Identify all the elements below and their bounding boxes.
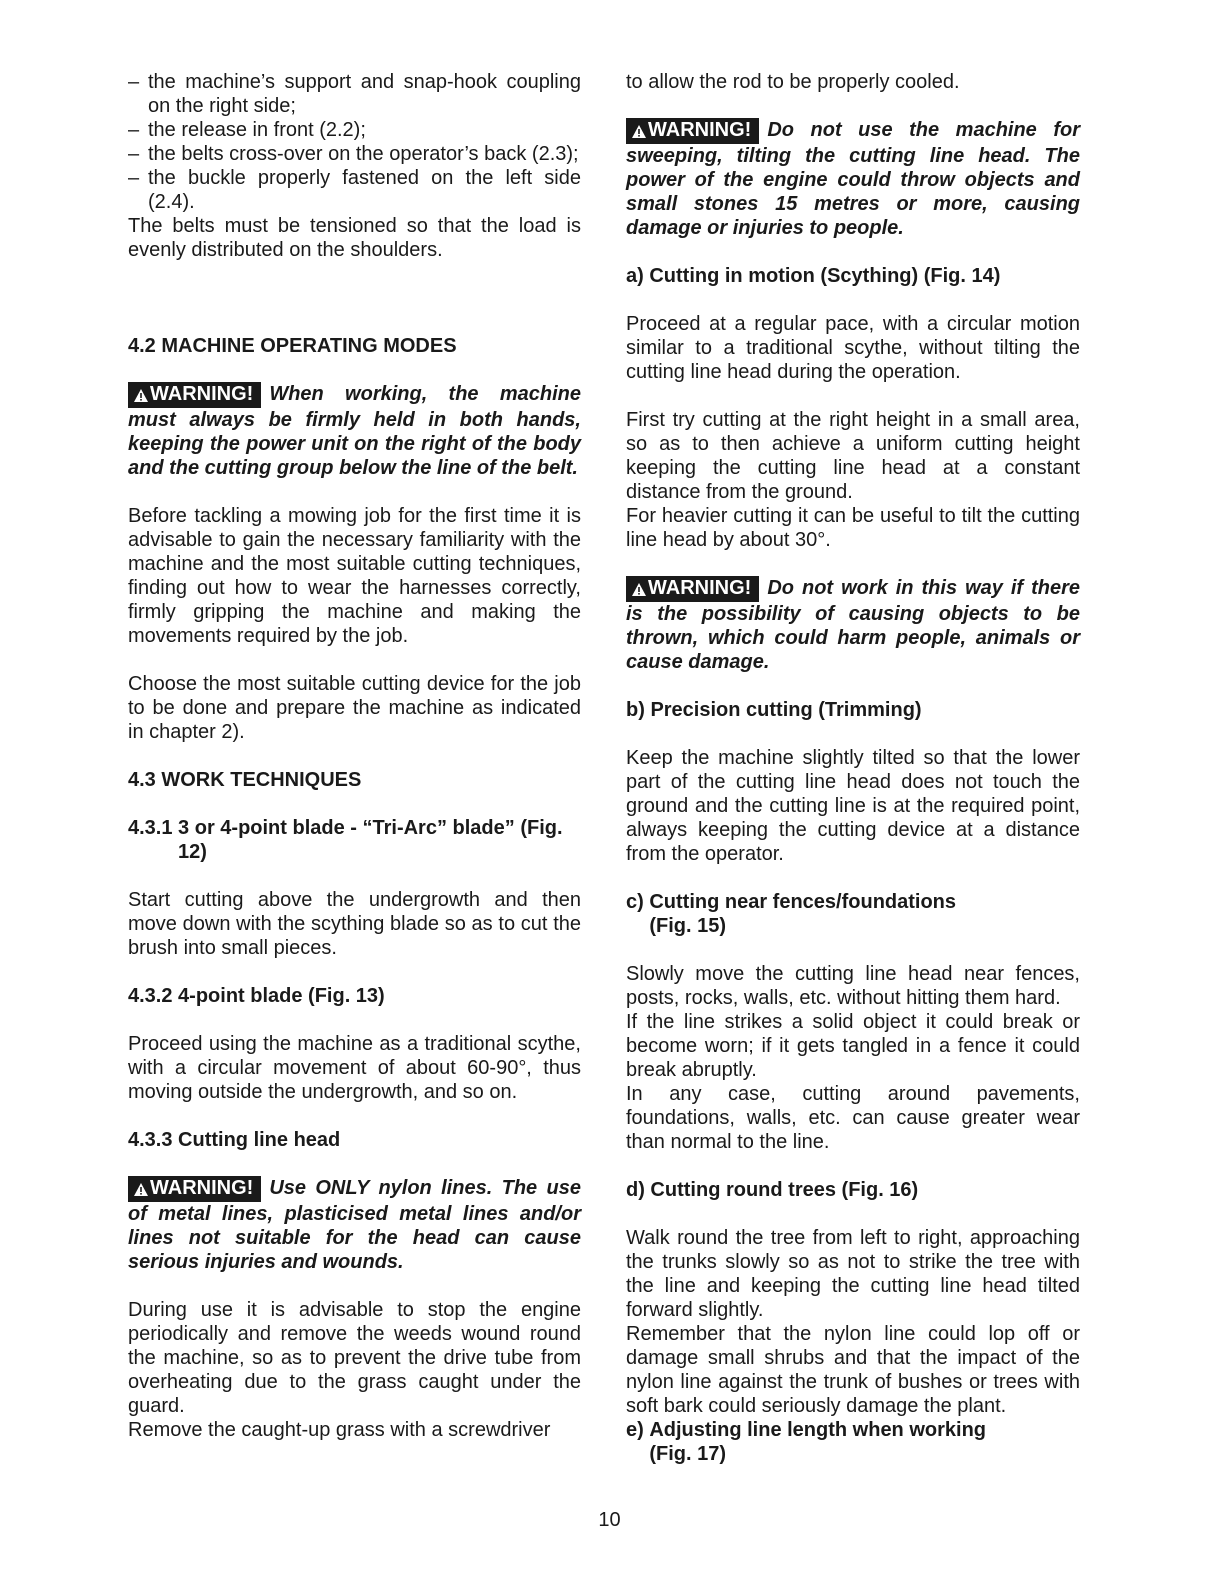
paragraph: During use it is advisable to stop the engine periodically and remove the weeds wound round the machine, so as to prevent the drive tube from overheating due to the grass caught under the guard. <box>128 1299 581 1417</box>
warning-block: WARNING! Do not use the machine for sweeping, tilting the cutting line head. The power of the engine could throw objects and small stones 15 metres or more, causing damage or injuries to people. <box>626 119 1080 239</box>
paragraph: Before tackling a mowing job for the first time it is advisable to gain the necessary familiarity with the machine and the most suitable cutting techniques, finding out how to wear the harnesses correctly, firmly gripping the machine and making the movements required by the job. <box>128 505 581 647</box>
section-heading-4-3-1: 4.3.1 3 or 4-point blade - “Tri-Arc” blade” (Fig. 12) <box>128 817 563 863</box>
warning-triangle-icon <box>632 120 648 144</box>
warning-badge: WARNING! <box>128 382 261 408</box>
list-item: – the release in front (2.2); <box>128 119 366 141</box>
paragraph: Slowly move the cutting line head near fences, posts, rocks, walls, etc. without hitting them hard. <box>626 963 1080 1009</box>
warning-triangle-icon <box>632 578 648 602</box>
list-item: – the buckle properly fastened on the left side (2.4). <box>128 167 581 213</box>
paragraph: For heavier cutting it can be useful to tilt the cutting line head by about 30°. <box>626 505 1080 551</box>
subheading-c: c) Cutting near fences/foundations (Fig. 15) <box>626 891 957 937</box>
warning-block: WARNING! Do not work in this way if there is the possibility of causing objects to be thrown, which could harm people, animals or cause damage. <box>626 577 1080 673</box>
subheading-e: e) Adjusting line length when working (Fig. 17) <box>626 1419 987 1465</box>
paragraph: If the line strikes a solid object it could break or become worn; if it gets tangled in a fence it could break abruptly. <box>626 1011 1080 1081</box>
subheading-d: d) Cutting round trees (Fig. 16) <box>626 1179 919 1201</box>
subheading-a: a) Cutting in motion (Scything) (Fig. 14) <box>626 265 1001 287</box>
left-column <box>128 70 581 1442</box>
warning-badge: WARNING! <box>626 576 759 602</box>
paragraph: Walk round the tree from left to right, approaching the trunks slowly so as not to strike the tree with the line and keeping the cutting line head tilted forward slightly. <box>626 1227 1080 1321</box>
paragraph: Proceed at a regular pace, with a circular motion similar to a traditional scythe, without tilting the cutting line head during the operation. <box>626 313 1080 383</box>
paragraph: Remove the caught-up grass with a screwdriver <box>128 1419 551 1441</box>
paragraph: Proceed using the machine as a traditional scythe, with a circular movement of about 60-90°, thus moving outside the undergrowth, and so on. <box>128 1033 581 1103</box>
list-item: – the belts cross-over on the operator’s back (2.3); <box>128 143 579 165</box>
warning-badge: WARNING! <box>128 1176 261 1202</box>
warning-block: WARNING! Use ONLY nylon lines. The use of metal lines, plasticised metal lines and/or lines not suitable for the head can cause serious injuries and wounds. <box>128 1177 581 1273</box>
section-heading-4-3-2: 4.3.2 4-point blade (Fig. 13) <box>128 985 385 1007</box>
page-number: 10 <box>598 1509 621 1531</box>
right-column <box>626 70 1080 1466</box>
subheading-b: b) Precision cutting (Trimming) <box>626 699 922 721</box>
warning-triangle-icon <box>134 1178 150 1202</box>
paragraph: to allow the rod to be properly cooled. <box>626 71 960 93</box>
warning-block: WARNING! When working, the machine must always be firmly held in both hands, keeping the power unit on the right of the body and the cutting group below the line of the belt. <box>128 383 581 479</box>
section-heading-4-2: 4.2 MACHINE OPERATING MODES <box>128 335 457 357</box>
warning-triangle-icon <box>134 384 150 408</box>
section-heading-4-3: 4.3 WORK TECHNIQUES <box>128 769 362 791</box>
paragraph: First try cutting at the right height in a small area, so as to then achieve a uniform cutting height keeping the cutting line head at a constant distance from the ground. <box>626 409 1080 503</box>
belts-paragraph: The belts must be tensioned so that the load is evenly distributed on the shoulders. <box>128 215 581 261</box>
list-item: – the machine’s support and snap-hook coupling on the right side; <box>128 71 581 117</box>
section-heading-4-3-3: 4.3.3 Cutting line head <box>128 1129 341 1151</box>
paragraph: Choose the most suitable cutting device for the job to be done and prepare the machine as indicated in chapter 2). <box>128 673 581 743</box>
paragraph: Start cutting above the undergrowth and then move down with the scything blade so as to cut the brush into small pieces. <box>128 889 581 959</box>
harness-checklist <box>128 70 581 214</box>
paragraph: Keep the machine slightly tilted so that the lower part of the cutting line head does not touch the ground and the cutting line is at the required point, always keeping the cutting device at a distance from the operator. <box>626 747 1080 865</box>
paragraph: Remember that the nylon line could lop off or damage small shrubs and that the impact of the nylon line against the trunk of bushes or trees with soft bark could seriously damage the plant. <box>626 1323 1080 1417</box>
warning-badge: WARNING! <box>626 118 759 144</box>
paragraph: In any case, cutting around pavements, foundations, walls, etc. can cause greater wear than normal to the line. <box>626 1083 1080 1153</box>
